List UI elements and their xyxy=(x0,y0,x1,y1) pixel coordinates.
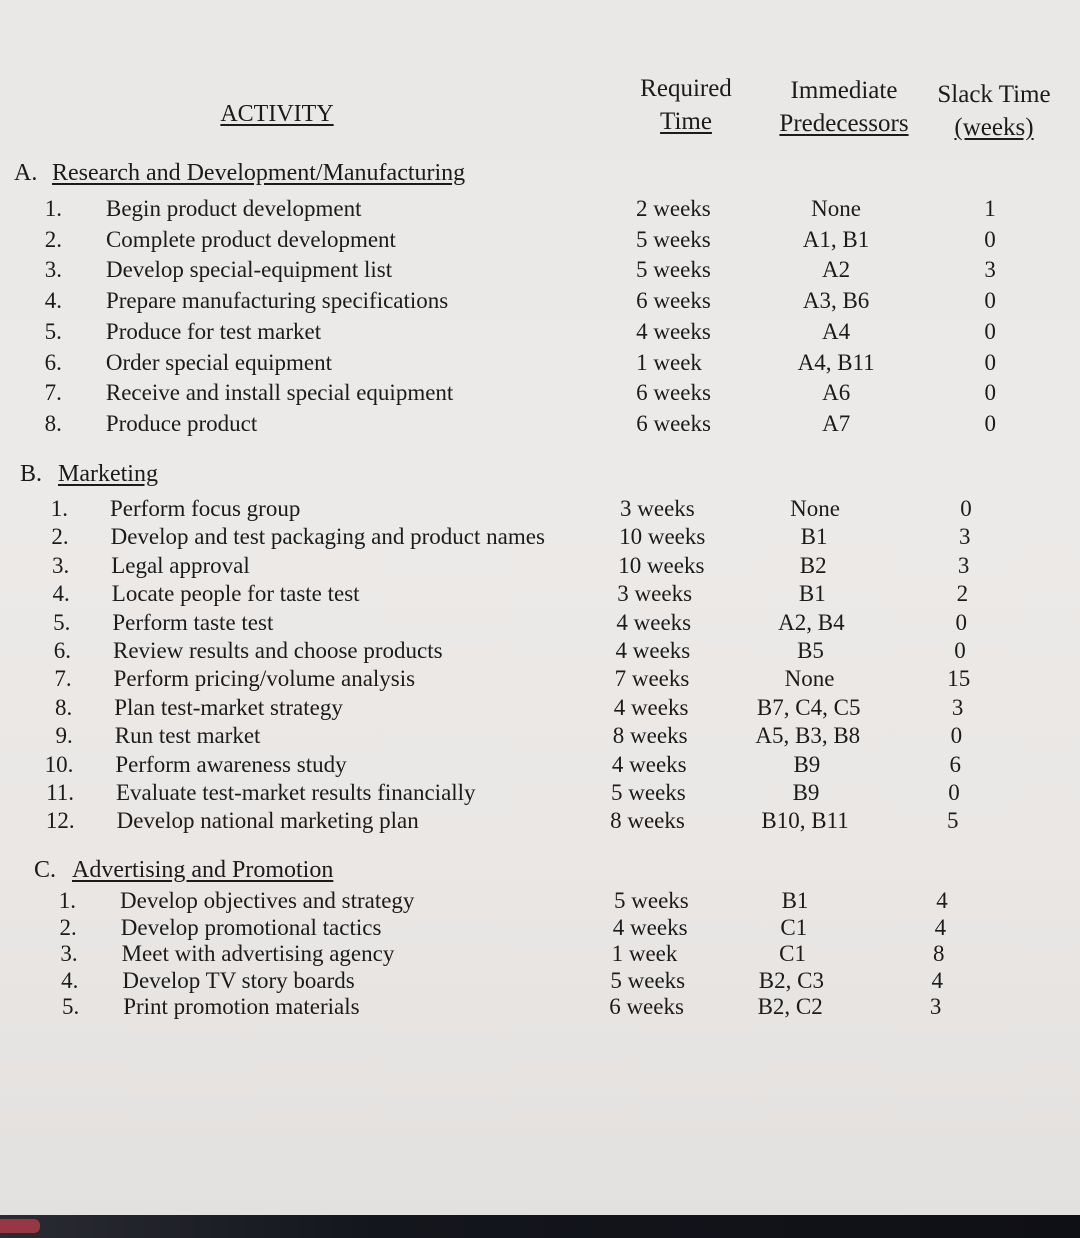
table-row xyxy=(0,693,1080,723)
required-time: 5 weeks xyxy=(611,780,686,805)
table-row xyxy=(0,378,1080,408)
table-row xyxy=(0,608,1080,638)
activity-name: Perform focus group xyxy=(110,496,301,521)
table-row xyxy=(0,409,1080,439)
slack-time: 3 xyxy=(959,524,971,550)
row-number: 2. xyxy=(51,524,69,550)
immediate-predecessors: A2 xyxy=(821,257,851,283)
immediate-predecessors: B1 xyxy=(798,581,826,607)
required-time: 4 weeks xyxy=(616,609,692,635)
slack-time: 0 xyxy=(955,609,967,635)
slack-time: 6 xyxy=(949,751,961,777)
required-time: 8 weeks xyxy=(610,808,685,834)
activity-name: Perform pricing/volume analysis xyxy=(113,666,416,692)
table-row xyxy=(0,579,1080,609)
required-time: 4 weeks xyxy=(613,694,689,720)
header-immediate-line1: Immediate xyxy=(790,77,898,104)
required-time: 1 week xyxy=(636,349,702,375)
immediate-predecessors: B7, C4, C5 xyxy=(756,694,861,720)
taskbar-glow xyxy=(0,1219,40,1233)
activity-name: Meet with advertising agency xyxy=(121,941,395,966)
taskbar-edge xyxy=(0,1215,1080,1238)
table-row xyxy=(0,664,1080,694)
activity-name: Evaluate test-market results financially xyxy=(116,780,476,805)
header-activity: ACTIVITY xyxy=(220,101,334,127)
required-time: 6 weeks xyxy=(636,410,711,436)
required-time: 7 weeks xyxy=(614,666,690,692)
immediate-predecessors: B9 xyxy=(792,780,820,805)
activity-name: Begin product development xyxy=(106,196,362,221)
activity-name: Perform taste test xyxy=(112,609,274,635)
required-time: 5 weeks xyxy=(636,226,711,252)
required-time: 4 weeks xyxy=(615,638,691,663)
row-number: 1. xyxy=(50,496,68,521)
header-slack-line2: (weeks) xyxy=(954,114,1034,141)
row-number: 12. xyxy=(45,808,75,834)
activity-name: Develop objectives and strategy xyxy=(120,888,415,913)
row-number: 2. xyxy=(44,226,62,252)
immediate-predecessors: A1, B1 xyxy=(802,226,870,252)
table-row xyxy=(0,750,1080,780)
required-time: 4 weeks xyxy=(611,751,687,777)
row-number: 6. xyxy=(44,349,62,375)
slack-time: 0 xyxy=(984,318,996,344)
immediate-predecessors: B2, C2 xyxy=(757,994,823,1019)
table-row xyxy=(0,886,1080,916)
row-number: 5. xyxy=(53,609,71,635)
immediate-predecessors: B5 xyxy=(797,638,824,663)
activity-name: Review results and choose products xyxy=(113,638,443,663)
table-row xyxy=(0,348,1080,378)
table-row xyxy=(0,806,1080,836)
slack-time: 0 xyxy=(984,349,996,375)
immediate-predecessors: A4 xyxy=(822,318,851,344)
row-number: 9. xyxy=(55,723,73,749)
slack-time: 1 xyxy=(984,196,996,221)
required-time: 6 weeks xyxy=(636,380,711,406)
slack-time: 4 xyxy=(934,914,947,940)
immediate-predecessors: None xyxy=(811,196,861,221)
table-row xyxy=(0,721,1080,751)
header-required-time xyxy=(628,72,744,138)
activity-name: Order special equipment xyxy=(105,349,332,375)
immediate-predecessors: C1 xyxy=(780,914,808,940)
immediate-predecessors: A6 xyxy=(822,380,851,406)
activity-name: Develop promotional tactics xyxy=(120,914,382,940)
activity-name: Produce product xyxy=(105,410,258,436)
table-row xyxy=(0,317,1080,347)
row-number: 4. xyxy=(44,288,62,314)
section-title-a xyxy=(14,160,465,187)
immediate-predecessors: B1 xyxy=(800,524,828,550)
row-number: 5. xyxy=(44,318,62,344)
slack-time: 8 xyxy=(933,941,945,966)
table-row xyxy=(0,522,1080,552)
slack-time: 0 xyxy=(954,638,966,663)
activity-name: Locate people for taste test xyxy=(111,581,360,607)
activity-name: Complete product development xyxy=(105,226,396,252)
slack-time: 0 xyxy=(950,723,963,749)
table-row xyxy=(0,636,1080,666)
activity-name: Produce for test market xyxy=(105,318,322,344)
table-row xyxy=(0,939,1080,969)
required-time: 3 weeks xyxy=(620,496,695,521)
activity-name: Perform awareness study xyxy=(115,751,347,777)
row-number: 8. xyxy=(44,410,62,436)
slack-time: 4 xyxy=(931,967,943,993)
table-row xyxy=(0,255,1080,285)
required-time: 5 weeks xyxy=(614,888,689,913)
table-row xyxy=(0,992,1080,1022)
section-letter: B. xyxy=(20,461,43,487)
activity-name: Develop TV story boards xyxy=(122,967,355,993)
slack-time: 0 xyxy=(984,288,996,314)
section-title-b xyxy=(20,461,158,488)
required-time: 6 weeks xyxy=(609,994,684,1019)
row-number: 7. xyxy=(54,666,72,692)
row-number: 10. xyxy=(44,751,74,777)
row-number: 4. xyxy=(61,967,79,993)
slack-time: 4 xyxy=(936,888,948,913)
header-slack-line1: Slack Time xyxy=(937,81,1051,108)
activity-name: Run test market xyxy=(114,723,261,749)
row-number: 5. xyxy=(61,994,80,1019)
immediate-predecessors: B1 xyxy=(781,888,809,913)
row-number: 1. xyxy=(58,888,76,913)
slack-time: 0 xyxy=(984,226,996,252)
slack-time: 15 xyxy=(947,666,971,692)
activity-name: Plan test-market strategy xyxy=(114,694,343,720)
immediate-predecessors: A5, B3, B8 xyxy=(755,723,861,749)
header-immediate-line2: Predecessors xyxy=(779,110,909,137)
slack-time: 5 xyxy=(947,808,959,834)
section-letter: C. xyxy=(34,857,57,883)
table-row xyxy=(0,913,1080,943)
immediate-predecessors: B10, B11 xyxy=(761,808,849,834)
row-number: 3. xyxy=(44,257,62,283)
row-number: 4. xyxy=(52,581,70,607)
required-time: 8 weeks xyxy=(612,723,688,749)
slack-time: 0 xyxy=(960,496,972,521)
required-time: 2 weeks xyxy=(636,196,711,221)
row-number: 6. xyxy=(53,638,71,663)
immediate-predecessors: A3, B6 xyxy=(802,288,870,314)
row-number: 3. xyxy=(51,552,70,578)
required-time: 3 weeks xyxy=(617,581,693,607)
table-row xyxy=(0,966,1080,996)
required-time: 10 weeks xyxy=(618,552,705,578)
table-row xyxy=(0,494,1080,524)
activity-name: Receive and install special equipment xyxy=(105,380,454,406)
header-immediate-predecessors xyxy=(765,74,923,140)
immediate-predecessors: B9 xyxy=(793,751,821,777)
immediate-predecessors: C1 xyxy=(779,941,807,966)
immediate-predecessors: B2, C3 xyxy=(758,967,824,993)
required-time: 5 weeks xyxy=(636,257,711,283)
table-row xyxy=(0,194,1080,224)
required-time: 1 week xyxy=(611,941,678,966)
slack-time: 3 xyxy=(957,552,970,578)
row-number: 7. xyxy=(44,380,62,406)
activity-name: Legal approval xyxy=(111,552,250,578)
section-name: Marketing xyxy=(58,461,158,487)
immediate-predecessors: A4, B11 xyxy=(797,349,875,375)
required-time: 5 weeks xyxy=(610,967,686,993)
table-row xyxy=(0,778,1080,808)
activity-name: Print promotion materials xyxy=(123,994,360,1019)
activity-name: Develop national marketing plan xyxy=(116,808,419,834)
immediate-predecessors: B2 xyxy=(799,552,827,578)
slack-time: 2 xyxy=(956,581,969,607)
slack-time: 0 xyxy=(984,410,997,436)
section-name: Advertising and Promotion xyxy=(72,857,334,883)
immediate-predecessors: None xyxy=(790,496,840,521)
table-row xyxy=(0,286,1080,316)
immediate-predecessors: A7 xyxy=(822,410,851,436)
activity-name: Develop and test packaging and product names xyxy=(110,524,545,550)
slack-time: 3 xyxy=(929,994,942,1019)
section-title-c xyxy=(34,857,333,884)
table-row xyxy=(0,225,1080,255)
section-name: Research and Development/Manufacturing xyxy=(52,160,466,186)
required-time: 6 weeks xyxy=(636,288,711,314)
header-required-time-line1: Required xyxy=(640,75,732,102)
required-time: 4 weeks xyxy=(612,914,688,940)
required-time: 10 weeks xyxy=(619,524,706,550)
immediate-predecessors: A2, B4 xyxy=(778,609,845,635)
section-letter: A. xyxy=(14,160,38,186)
row-number: 8. xyxy=(54,694,73,720)
header-required-time-line2: Time xyxy=(660,108,712,135)
activity-name: Develop special-equipment list xyxy=(105,257,393,283)
header-slack-time xyxy=(928,78,1060,144)
immediate-predecessors: None xyxy=(784,666,835,692)
row-number: 11. xyxy=(46,780,74,805)
required-time: 4 weeks xyxy=(636,318,711,344)
slack-time: 0 xyxy=(984,380,996,406)
row-number: 2. xyxy=(59,914,77,940)
row-number: 1. xyxy=(44,196,62,221)
row-number: 3. xyxy=(60,941,78,966)
slack-time: 3 xyxy=(984,257,996,283)
table-row xyxy=(0,551,1080,581)
slack-time: 0 xyxy=(948,780,960,805)
slack-time: 3 xyxy=(951,694,964,720)
activity-name: Prepare manufacturing specifications xyxy=(105,288,449,314)
